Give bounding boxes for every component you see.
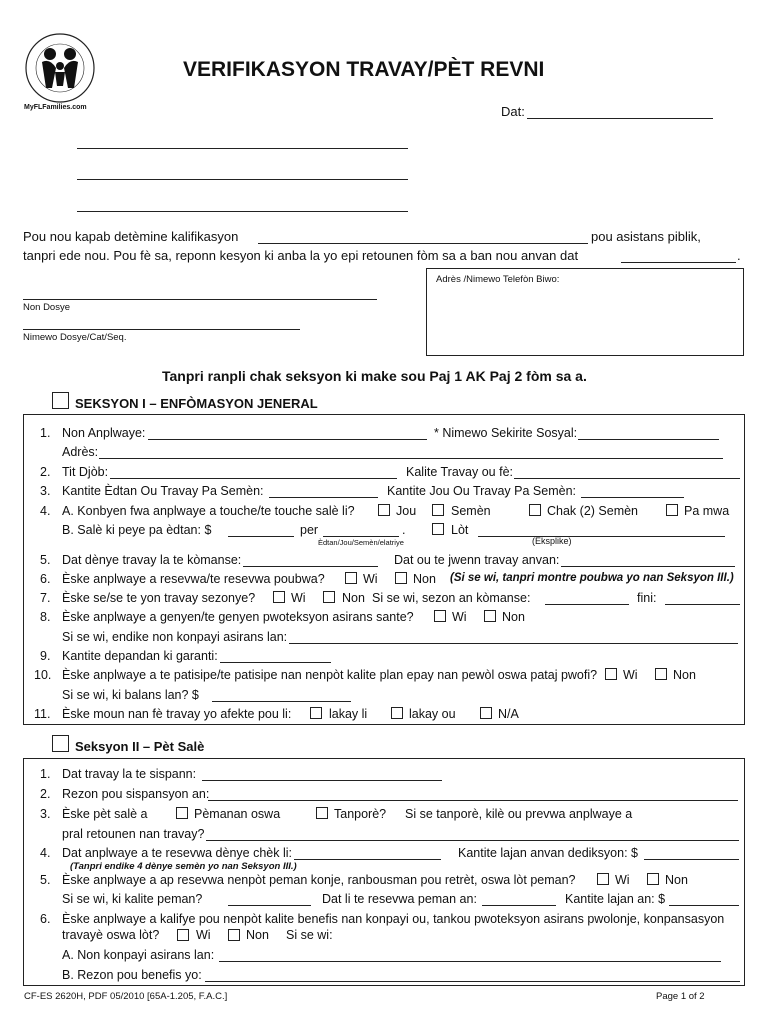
employee-address-field[interactable] — [99, 458, 723, 459]
s2-q5-num: 5. — [40, 873, 51, 887]
pay-freq-day-checkbox[interactable] — [378, 504, 390, 516]
s2-q3-label: Èske pèt salè a — [62, 807, 148, 821]
ssn-field[interactable] — [578, 439, 719, 440]
intro-line2: tanpri ede nou. Pou fè sa, reponn kesyon ki anba la yo epi retounen fòm sa a ban nou anvan dat — [23, 248, 579, 263]
s2-q3c-label: pral retounen nan travay? — [62, 827, 205, 841]
savings-plan-yes-label: Wi — [623, 668, 638, 682]
s1-q10b-label: Si se wi, ki balans lan? $ — [62, 688, 199, 702]
section2-checkbox[interactable] — [52, 735, 69, 752]
s1-q9-num: 9. — [40, 649, 51, 663]
s2-q1-label: Dat travay la te sispann: — [62, 767, 197, 781]
s1-q11-label: Èske moun nan fè travay yo afekte pou li: — [62, 707, 292, 721]
pay-freq-biweekly-label: Chak (2) Semèn — [547, 504, 639, 518]
s1-q10-num: 10. — [34, 668, 52, 682]
logo-url: MyFLFamilies.com — [24, 104, 87, 111]
tips-note: (Si se wi, tanpri montre poubwa yo nan Seksyon III.) — [450, 572, 734, 584]
benefits-no-label: Non — [246, 928, 269, 942]
season-end-field[interactable] — [665, 604, 740, 605]
section1-title: SEKSYON I – ENFÒMASYON JENERAL — [75, 396, 318, 411]
case-number-label: Nimewo Dosye/Cat/Seq. — [23, 332, 127, 343]
s2-q4-num: 4. — [40, 846, 51, 860]
work-location-own-home-checkbox[interactable] — [310, 707, 322, 719]
work-type-field[interactable] — [514, 478, 740, 479]
payment-yes-label: Wi — [615, 873, 630, 887]
loss-temporary-label: Tanporè? — [334, 807, 387, 821]
intro-line2-end: . — [737, 248, 741, 263]
last-check-date-field[interactable] — [294, 859, 441, 860]
dcf-logo — [20, 30, 100, 115]
other-pay-checkbox[interactable] — [432, 523, 444, 535]
s1-q2-label: Tit Djòb: — [62, 465, 109, 479]
pay-freq-day-label: Jou — [396, 504, 417, 518]
s1-q8-num: 8. — [40, 610, 51, 624]
s2-q2-label: Rezon pou sispansyon an: — [62, 787, 210, 801]
s1-q7-label: Èske se/se te yon travay sezonye? — [62, 591, 256, 605]
recipient-line-2[interactable] — [77, 179, 408, 180]
s1-q11-num: 11. — [34, 707, 51, 721]
tips-no-label: Non — [413, 572, 436, 586]
s2-q6A-label: A. Non konpayi asirans lan: — [62, 948, 215, 962]
case-number-field[interactable] — [23, 329, 300, 330]
s1-q9-label: Kantite depandan ki garanti: — [62, 649, 218, 663]
recipient-line-1[interactable] — [77, 148, 408, 149]
form-title: VERIFIKASYON TRAVAY/PÈT REVNI — [183, 58, 545, 81]
case-name-label: Non Dosye — [23, 302, 70, 313]
other-pay-label: Lòt — [451, 523, 469, 537]
s2-q6c-label: Si se wi: — [286, 928, 333, 942]
hourly-pay-field[interactable] — [228, 536, 294, 537]
insurance-no-checkbox[interactable] — [484, 610, 496, 622]
seasonal-no-checkbox[interactable] — [323, 591, 335, 603]
section2-title: Seksyon II – Pèt Salè — [75, 739, 205, 754]
dependents-field[interactable] — [220, 662, 331, 663]
s2-q4-label: Dat anplwaye a te resevwa dènye chèk li: — [62, 846, 292, 860]
s1-q5-prev-label: Dat ou te jwenn travay anvan: — [394, 553, 560, 567]
payment-amount-field[interactable] — [669, 905, 739, 906]
pay-period-field[interactable] — [323, 536, 399, 537]
s1-q4-per-label: per — [300, 523, 319, 537]
insurance-no-label: Non — [502, 610, 525, 624]
s1-q4-dot: . — [402, 523, 406, 537]
work-location-own-home-label: lakay li — [329, 707, 368, 721]
s1-q7-season-label: Si se wi, sezon an kòmanse: — [372, 591, 531, 605]
office-address-label: Adrès /Nimewo Telefòn Biwo: — [436, 274, 560, 285]
date-label: Dat: — [501, 104, 525, 119]
s1-q4-num: 4. — [40, 504, 51, 518]
benefit-insurer-field[interactable] — [219, 961, 721, 962]
other-pay-field[interactable] — [478, 536, 725, 537]
pay-period-hint: Èdtan/Jou/Semèn/elatriye — [318, 538, 404, 547]
recipient-line-3[interactable] — [77, 211, 408, 212]
s1-q8b-label: Si se wi, endike non konpayi asirans lan: — [62, 630, 288, 644]
pay-freq-month-checkbox[interactable] — [666, 504, 678, 516]
savings-plan-yes-checkbox[interactable] — [605, 668, 617, 680]
work-location-na-checkbox[interactable] — [480, 707, 492, 719]
s1-q1-addr-label: Adrès: — [62, 445, 99, 459]
employee-name-field[interactable] — [148, 439, 427, 440]
prev-job-date-field[interactable] — [561, 566, 735, 567]
loss-permanent-label: Pèmanan oswa — [194, 807, 281, 821]
payment-no-label: Non — [665, 873, 688, 887]
s1-q6-label: Èske anplwaye a resevwa/te resevwa poubwa? — [62, 572, 325, 586]
seasonal-yes-checkbox[interactable] — [273, 591, 285, 603]
savings-plan-no-label: Non — [673, 668, 696, 682]
s2-q5d-label: Kantite lajan an: $ — [565, 892, 666, 906]
loss-temporary-checkbox[interactable] — [316, 807, 328, 819]
dcf-seal-icon — [20, 30, 100, 115]
s2-q4-note: (Tanpri endike 4 dènye semèn yo nan Seksyon III.) — [70, 861, 297, 872]
office-address-box[interactable] — [426, 268, 744, 356]
intro-line1-b: pou asistans piblik, — [591, 229, 701, 244]
s2-q6b-label: travayè oswa lòt? — [62, 928, 160, 942]
s2-q5-label: Èske anplwaye a ap resevwa nenpòt peman konje, ranbousman pou retrèt, oswa lòt peman? — [62, 873, 576, 887]
hours-per-week-field[interactable] — [269, 497, 378, 498]
s1-q8-label: Èske anplwaye a genyen/te genyen pwoteksyon asirans sante? — [62, 610, 414, 624]
s2-q6-label: Èske anplwaye a kalifye pou nenpòt kalite benefis nan konpayi ou, tankou pwoteksyon asirans pwolonje, konpansasyon — [62, 912, 725, 926]
season-start-field[interactable] — [545, 604, 629, 605]
footer-form-id: CF-ES 2620H, PDF 05/2010 [65A-1.205, F.A.C.] — [24, 991, 228, 1002]
job-start-date-field[interactable] — [243, 566, 378, 567]
benefit-reason-field[interactable] — [205, 981, 740, 982]
s1-q10-label: Èske anplwaye a te patisipe/te patisipe nan nenpòt kalite plan epay nan pewòl oswa pataj pwofi? — [62, 668, 598, 682]
s1-q6-num: 6. — [40, 572, 51, 586]
eligibility-field[interactable] — [258, 243, 588, 244]
pay-freq-biweekly-checkbox[interactable] — [529, 504, 541, 516]
benefits-no-checkbox[interactable] — [228, 929, 240, 941]
tips-yes-checkbox[interactable] — [345, 572, 357, 584]
s2-q5b-label: Si se wi, ki kalite peman? — [62, 892, 203, 906]
termination-reason-field[interactable] — [208, 800, 738, 801]
s1-q2-work-label: Kalite Travay ou fè: — [406, 465, 514, 479]
s1-q3-num: 3. — [40, 484, 51, 498]
s1-q5-num: 5. — [40, 553, 51, 567]
pay-freq-week-label: Semèn — [451, 504, 491, 518]
s2-q3-return-label: Si se tanporè, kilè ou prevwa anplwaye a — [405, 807, 633, 821]
seasonal-no-label: Non — [342, 591, 365, 605]
job-end-date-field[interactable] — [202, 780, 442, 781]
s1-q7-end-label: fini: — [637, 591, 657, 605]
work-location-your-home-checkbox[interactable] — [391, 707, 403, 719]
seasonal-yes-label: Wi — [291, 591, 306, 605]
date-field[interactable] — [527, 118, 713, 119]
s2-q3-num: 3. — [40, 807, 51, 821]
payment-type-field[interactable] — [228, 905, 311, 906]
return-by-date-field[interactable] — [621, 262, 736, 263]
payment-yes-checkbox[interactable] — [597, 873, 609, 885]
benefits-yes-label: Wi — [196, 928, 211, 942]
s1-q5-label: Dat dènye travay la te kòmanse: — [62, 553, 242, 567]
instruction: Tanpri ranpli chak seksyon ki make sou Paj 1 AK Paj 2 fòm sa a. — [162, 368, 587, 384]
s2-q6B-label: B. Rezon pou benefis yo: — [62, 968, 202, 982]
s1-q1-ssn-label: * Nimewo Sekirite Sosyal: — [434, 426, 578, 440]
s2-q2-num: 2. — [40, 787, 51, 801]
savings-plan-no-checkbox[interactable] — [655, 668, 667, 680]
payment-no-checkbox[interactable] — [647, 873, 659, 885]
other-pay-hint: (Eksplike) — [532, 536, 572, 546]
section1-checkbox[interactable] — [52, 392, 69, 409]
job-title-field[interactable] — [110, 478, 397, 479]
insurance-yes-checkbox[interactable] — [434, 610, 446, 622]
gross-amount-field[interactable] — [644, 859, 739, 860]
s1-q4a-label: A. Konbyen fwa anplwaye a touche/te touche salè li? — [62, 504, 355, 518]
insurance-company-field[interactable] — [289, 643, 738, 644]
s2-q6-num: 6. — [40, 912, 51, 926]
s1-q7-num: 7. — [40, 591, 51, 605]
intro-line1-a: Pou nou kapab detèmine kalifikasyon — [23, 229, 239, 244]
return-to-work-field[interactable] — [206, 840, 739, 841]
payment-date-field[interactable] — [482, 905, 556, 906]
loss-permanent-checkbox[interactable] — [176, 807, 188, 819]
tips-yes-label: Wi — [363, 572, 378, 586]
s2-q1-num: 1. — [40, 767, 51, 781]
tips-no-checkbox[interactable] — [395, 572, 407, 584]
s1-q3-days-label: Kantite Jou Ou Travay Pa Semèn: — [387, 484, 576, 498]
insurance-yes-label: Wi — [452, 610, 467, 624]
s1-q1-num: 1. — [40, 426, 51, 440]
work-location-na-label: N/A — [498, 707, 519, 721]
s1-q4b-label: B. Salè ki peye pa èdtan: $ — [62, 523, 212, 537]
s1-q1-label: Non Anplwaye: — [62, 426, 146, 440]
s1-q3-label: Kantite Èdtan Ou Travay Pa Semèn: — [62, 484, 264, 498]
s2-q4-amount-label: Kantite lajan anvan dediksyon: $ — [458, 846, 638, 860]
pay-freq-week-checkbox[interactable] — [432, 504, 444, 516]
benefits-yes-checkbox[interactable] — [177, 929, 189, 941]
footer-page-number: Page 1 of 2 — [656, 991, 705, 1002]
days-per-week-field[interactable] — [581, 497, 684, 498]
work-location-your-home-label: lakay ou — [409, 707, 456, 721]
s1-q2-num: 2. — [40, 465, 51, 479]
pay-freq-month-label: Pa mwa — [684, 504, 730, 518]
s2-q5c-label: Dat li te resevwa peman an: — [322, 892, 477, 906]
case-name-field[interactable] — [23, 299, 377, 300]
balance-field[interactable] — [212, 701, 351, 702]
